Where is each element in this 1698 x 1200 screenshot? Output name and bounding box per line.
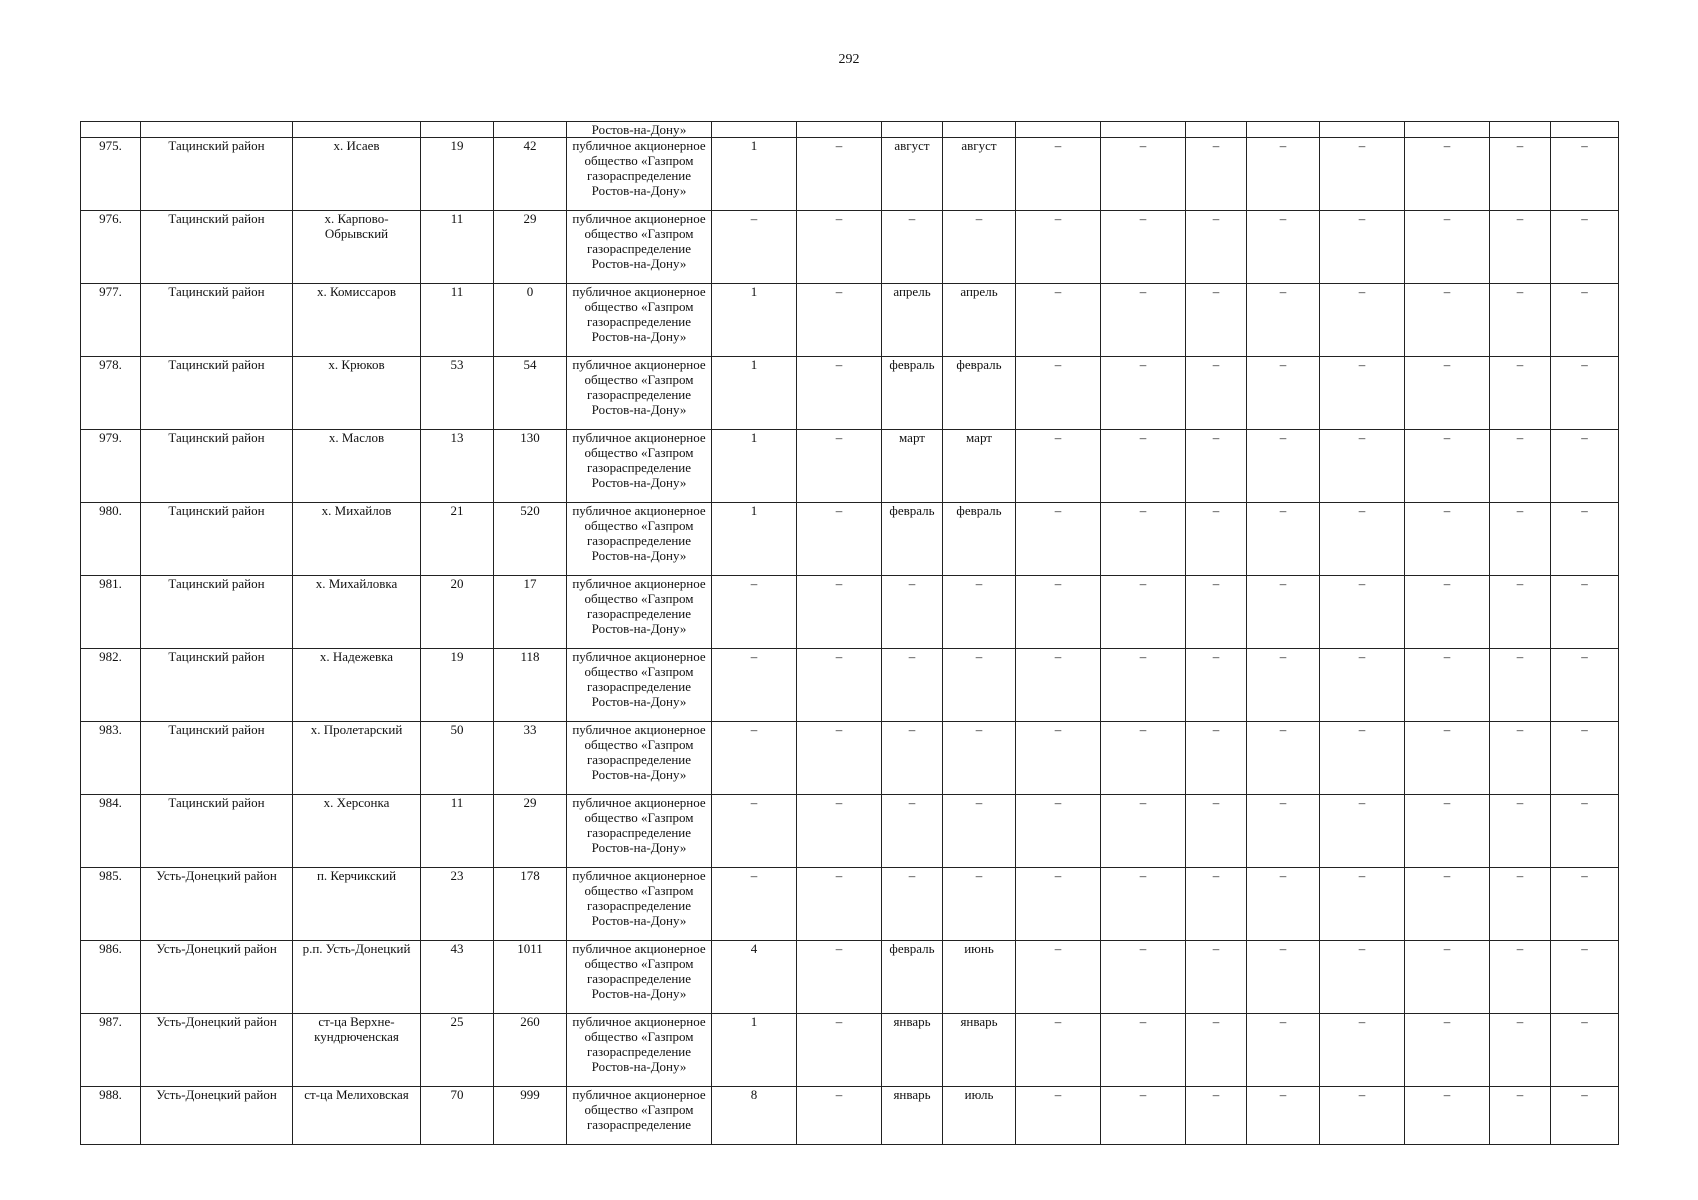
value-cell-15: – <box>1320 576 1405 649</box>
value-cell-17: – <box>1490 1014 1551 1087</box>
value-cell-16: – <box>1405 503 1490 576</box>
row-number: 978. <box>81 357 141 430</box>
value-cell-12: – <box>1101 722 1186 795</box>
value-cell-11: – <box>1016 357 1101 430</box>
value-cell-8: – <box>797 868 882 941</box>
value-cell-12: – <box>1101 576 1186 649</box>
value-cell-18: – <box>1551 138 1619 211</box>
organization-cell: публичное акционерное общество «Газпром газораспределение Ростов-на-Дону» <box>567 649 712 722</box>
count-cell: 4 <box>712 941 797 1014</box>
value-cell-15: – <box>1320 868 1405 941</box>
table-row <box>81 941 1619 1014</box>
end-month-cell: январь <box>943 1014 1016 1087</box>
count-cell: – <box>712 576 797 649</box>
value-cell-8: – <box>797 941 882 1014</box>
value-cell-15: – <box>1320 722 1405 795</box>
value-cell-16: – <box>1405 138 1490 211</box>
register-table <box>80 121 1619 1145</box>
count-cell: 8 <box>712 1087 797 1145</box>
value-cell-4: 53 <box>421 357 494 430</box>
value-cell-4: 21 <box>421 503 494 576</box>
value-cell-4: 43 <box>421 941 494 1014</box>
value-cell-18: – <box>1551 503 1619 576</box>
settlement-cell: х. Крюков <box>293 357 421 430</box>
settlement-cell: х. Пролетарский <box>293 722 421 795</box>
value-cell-15: – <box>1320 941 1405 1014</box>
organization-cell: публичное акционерное общество «Газпром газораспределение Ростов-на-Дону» <box>567 795 712 868</box>
value-cell-18: – <box>1551 211 1619 284</box>
value-cell-18: – <box>1551 868 1619 941</box>
value-cell-8: – <box>797 211 882 284</box>
district-cell: Тацинский район <box>141 430 293 503</box>
settlement-cell: ст-ца Мелиховская <box>293 1087 421 1145</box>
table-row <box>81 284 1619 357</box>
value-cell-16: – <box>1405 211 1490 284</box>
value-cell-16: – <box>1405 1014 1490 1087</box>
organization-cell: публичное акционерное общество «Газпром газораспределение Ростов-на-Дону» <box>567 503 712 576</box>
value-cell-11: – <box>1016 795 1101 868</box>
value-cell-13: – <box>1186 868 1247 941</box>
value-cell-14: – <box>1247 576 1320 649</box>
value-cell-4: 11 <box>421 284 494 357</box>
value-cell-14: – <box>1247 1014 1320 1087</box>
value-cell-18: – <box>1551 284 1619 357</box>
value-cell-13: – <box>1186 503 1247 576</box>
value-cell-11: – <box>1016 722 1101 795</box>
value-cell-17: – <box>1490 795 1551 868</box>
start-month-cell: – <box>882 795 943 868</box>
value-cell-15: – <box>1320 649 1405 722</box>
value-cell-18: – <box>1551 1087 1619 1145</box>
start-month-cell: февраль <box>882 941 943 1014</box>
value-cell-8: – <box>797 1087 882 1145</box>
organization-cell: публичное акционерное общество «Газпром газораспределение Ростов-на-Дону» <box>567 430 712 503</box>
page-number: 292 <box>838 52 860 67</box>
organization-cell: публичное акционерное общество «Газпром газораспределение Ростов-на-Дону» <box>567 1014 712 1087</box>
value-cell-11: – <box>1016 503 1101 576</box>
row-number: 986. <box>81 941 141 1014</box>
value-cell-4: 23 <box>421 868 494 941</box>
count-cell: 1 <box>712 284 797 357</box>
count-cell: – <box>712 649 797 722</box>
end-month-cell: – <box>943 722 1016 795</box>
settlement-cell: ст-ца Верхне-кундрюченская <box>293 1014 421 1087</box>
count-cell: 1 <box>712 430 797 503</box>
start-month-cell: – <box>882 576 943 649</box>
value-cell-8: – <box>797 649 882 722</box>
value-cell-4: 13 <box>421 430 494 503</box>
table-row <box>81 1087 1619 1145</box>
value-cell-13: – <box>1186 722 1247 795</box>
value-cell-11: – <box>1016 1087 1101 1145</box>
value-cell-8: – <box>797 138 882 211</box>
end-month-cell: – <box>943 795 1016 868</box>
settlement-cell: х. Карпово-Обрывский <box>293 211 421 284</box>
value-cell-16: – <box>1405 357 1490 430</box>
value-cell-8: – <box>797 722 882 795</box>
value-cell-18: – <box>1551 722 1619 795</box>
value-cell-16: – <box>1405 430 1490 503</box>
settlement-cell: х. Комиссаров <box>293 284 421 357</box>
settlement-cell: х. Михайлов <box>293 503 421 576</box>
value-cell-17: – <box>1490 941 1551 1014</box>
start-month-cell: – <box>882 868 943 941</box>
organization-cell: публичное акционерное общество «Газпром газораспределение <box>567 1087 712 1145</box>
count-cell: – <box>712 795 797 868</box>
value-cell-16: – <box>1405 284 1490 357</box>
district-cell: Усть-Донецкий район <box>141 941 293 1014</box>
value-cell-11: – <box>1016 284 1101 357</box>
end-month-cell: август <box>943 138 1016 211</box>
value-cell-12: – <box>1101 941 1186 1014</box>
value-cell-4: 19 <box>421 649 494 722</box>
value-cell-4: 50 <box>421 722 494 795</box>
value-cell-13: – <box>1186 357 1247 430</box>
organization-cell: публичное акционерное общество «Газпром газораспределение Ростов-на-Дону» <box>567 868 712 941</box>
end-month-cell: – <box>943 868 1016 941</box>
table-row <box>81 357 1619 430</box>
value-cell-11: – <box>1016 138 1101 211</box>
value-cell-16: – <box>1405 941 1490 1014</box>
settlement-cell: х. Михайловка <box>293 576 421 649</box>
value-cell-4: 19 <box>421 138 494 211</box>
value-cell-17: – <box>1490 722 1551 795</box>
value-cell-5: 17 <box>494 576 567 649</box>
value-cell-12: – <box>1101 795 1186 868</box>
value-cell-15: – <box>1320 138 1405 211</box>
table-row <box>81 649 1619 722</box>
value-cell-17: – <box>1490 868 1551 941</box>
value-cell-5: 29 <box>494 795 567 868</box>
value-cell-5: 33 <box>494 722 567 795</box>
value-cell-13: – <box>1186 211 1247 284</box>
value-cell-13: – <box>1186 284 1247 357</box>
value-cell-11: – <box>1016 576 1101 649</box>
value-cell-14: – <box>1247 430 1320 503</box>
district-cell: Тацинский район <box>141 211 293 284</box>
value-cell-15: – <box>1320 430 1405 503</box>
row-number: 984. <box>81 795 141 868</box>
organization-cell: публичное акционерное общество «Газпром газораспределение Ростов-на-Дону» <box>567 941 712 1014</box>
value-cell-13: – <box>1186 649 1247 722</box>
row-number: 983. <box>81 722 141 795</box>
count-cell: 1 <box>712 503 797 576</box>
table-row <box>81 795 1619 868</box>
value-cell-12: – <box>1101 503 1186 576</box>
value-cell-18: – <box>1551 576 1619 649</box>
district-cell: Тацинский район <box>141 576 293 649</box>
row-number: 982. <box>81 649 141 722</box>
row-number: 976. <box>81 211 141 284</box>
row-number: 988. <box>81 1087 141 1145</box>
table-row <box>81 211 1619 284</box>
value-cell-15: – <box>1320 284 1405 357</box>
value-cell-13: – <box>1186 138 1247 211</box>
start-month-cell: январь <box>882 1014 943 1087</box>
table-row <box>81 430 1619 503</box>
value-cell-12: – <box>1101 211 1186 284</box>
value-cell-14: – <box>1247 503 1320 576</box>
value-cell-14: – <box>1247 138 1320 211</box>
settlement-cell: х. Надежевка <box>293 649 421 722</box>
value-cell-13: – <box>1186 795 1247 868</box>
value-cell-16: – <box>1405 868 1490 941</box>
value-cell-18: – <box>1551 430 1619 503</box>
value-cell-14: – <box>1247 357 1320 430</box>
end-month-cell: – <box>943 576 1016 649</box>
end-month-cell: март <box>943 430 1016 503</box>
value-cell-14: – <box>1247 795 1320 868</box>
value-cell-8: – <box>797 430 882 503</box>
start-month-cell: март <box>882 430 943 503</box>
value-cell-14: – <box>1247 722 1320 795</box>
table-row <box>81 138 1619 211</box>
count-cell: 1 <box>712 1014 797 1087</box>
value-cell-17: – <box>1490 649 1551 722</box>
value-cell-4: 11 <box>421 795 494 868</box>
value-cell-11: – <box>1016 211 1101 284</box>
end-month-cell: – <box>943 211 1016 284</box>
table-row <box>81 1014 1619 1087</box>
value-cell-11: – <box>1016 868 1101 941</box>
value-cell-12: – <box>1101 430 1186 503</box>
value-cell-13: – <box>1186 430 1247 503</box>
end-month-cell: – <box>943 649 1016 722</box>
value-cell-16: – <box>1405 722 1490 795</box>
district-cell: Усть-Донецкий район <box>141 868 293 941</box>
value-cell-5: 42 <box>494 138 567 211</box>
count-cell: – <box>712 722 797 795</box>
value-cell-8: – <box>797 795 882 868</box>
row-number: 977. <box>81 284 141 357</box>
value-cell-18: – <box>1551 1014 1619 1087</box>
value-cell-5: 29 <box>494 211 567 284</box>
value-cell-5: 0 <box>494 284 567 357</box>
value-cell-18: – <box>1551 795 1619 868</box>
settlement-cell: х. Херсонка <box>293 795 421 868</box>
value-cell-18: – <box>1551 941 1619 1014</box>
value-cell-5: 178 <box>494 868 567 941</box>
value-cell-16: – <box>1405 795 1490 868</box>
value-cell-4: 25 <box>421 1014 494 1087</box>
district-cell: Тацинский район <box>141 795 293 868</box>
value-cell-12: – <box>1101 284 1186 357</box>
organization-cell: публичное акционерное общество «Газпром газораспределение Ростов-на-Дону» <box>567 722 712 795</box>
value-cell-13: – <box>1186 1087 1247 1145</box>
value-cell-8: – <box>797 357 882 430</box>
district-cell: Усть-Донецкий район <box>141 1014 293 1087</box>
value-cell-4: 20 <box>421 576 494 649</box>
value-cell-11: – <box>1016 941 1101 1014</box>
value-cell-15: – <box>1320 357 1405 430</box>
table-row <box>81 722 1619 795</box>
value-cell-14: – <box>1247 284 1320 357</box>
organization-cell: публичное акционерное общество «Газпром газораспределение Ростов-на-Дону» <box>567 211 712 284</box>
start-month-cell: – <box>882 211 943 284</box>
value-cell-12: – <box>1101 1014 1186 1087</box>
value-cell-5: 1011 <box>494 941 567 1014</box>
table-row <box>81 576 1619 649</box>
value-cell-5: 999 <box>494 1087 567 1145</box>
end-month-cell: февраль <box>943 357 1016 430</box>
start-month-cell: – <box>882 649 943 722</box>
value-cell-17: – <box>1490 503 1551 576</box>
district-cell: Тацинский район <box>141 503 293 576</box>
organization-cell: публичное акционерное общество «Газпром газораспределение Ростов-на-Дону» <box>567 284 712 357</box>
settlement-cell: р.п. Усть-Донецкий <box>293 941 421 1014</box>
value-cell-14: – <box>1247 868 1320 941</box>
district-cell: Тацинский район <box>141 138 293 211</box>
value-cell-13: – <box>1186 1014 1247 1087</box>
value-cell-12: – <box>1101 1087 1186 1145</box>
value-cell-4: 70 <box>421 1087 494 1145</box>
value-cell-17: – <box>1490 357 1551 430</box>
value-cell-5: 520 <box>494 503 567 576</box>
value-cell-14: – <box>1247 211 1320 284</box>
value-cell-18: – <box>1551 357 1619 430</box>
count-cell: – <box>712 211 797 284</box>
value-cell-17: – <box>1490 1087 1551 1145</box>
row-number: 979. <box>81 430 141 503</box>
organization-cell: публичное акционерное общество «Газпром газораспределение Ростов-на-Дону» <box>567 576 712 649</box>
value-cell-14: – <box>1247 941 1320 1014</box>
table-row <box>81 868 1619 941</box>
row-number: 980. <box>81 503 141 576</box>
value-cell-5: 260 <box>494 1014 567 1087</box>
value-cell-12: – <box>1101 868 1186 941</box>
value-cell-17: – <box>1490 211 1551 284</box>
end-month-cell: апрель <box>943 284 1016 357</box>
value-cell-17: – <box>1490 430 1551 503</box>
count-cell: 1 <box>712 138 797 211</box>
value-cell-8: – <box>797 1014 882 1087</box>
row-number: 981. <box>81 576 141 649</box>
value-cell-15: – <box>1320 211 1405 284</box>
value-cell-17: – <box>1490 138 1551 211</box>
value-cell-5: 54 <box>494 357 567 430</box>
count-cell: – <box>712 868 797 941</box>
start-month-cell: – <box>882 722 943 795</box>
continuation-row <box>81 122 1619 138</box>
count-cell: 1 <box>712 357 797 430</box>
value-cell-11: – <box>1016 649 1101 722</box>
organization-cell: публичное акционерное общество «Газпром газораспределение Ростов-на-Дону» <box>567 138 712 211</box>
value-cell-15: – <box>1320 1087 1405 1145</box>
table-row <box>81 503 1619 576</box>
settlement-cell: х. Исаев <box>293 138 421 211</box>
value-cell-12: – <box>1101 357 1186 430</box>
organization-cell: публичное акционерное общество «Газпром газораспределение Ростов-на-Дону» <box>567 357 712 430</box>
start-month-cell: февраль <box>882 357 943 430</box>
end-month-cell: февраль <box>943 503 1016 576</box>
row-number: 985. <box>81 868 141 941</box>
value-cell-17: – <box>1490 284 1551 357</box>
start-month-cell: август <box>882 138 943 211</box>
value-cell-12: – <box>1101 138 1186 211</box>
district-cell: Тацинский район <box>141 722 293 795</box>
value-cell-5: 130 <box>494 430 567 503</box>
value-cell-13: – <box>1186 941 1247 1014</box>
settlement-cell: х. Маслов <box>293 430 421 503</box>
start-month-cell: апрель <box>882 284 943 357</box>
value-cell-16: – <box>1405 576 1490 649</box>
value-cell-8: – <box>797 576 882 649</box>
value-cell-14: – <box>1247 1087 1320 1145</box>
start-month-cell: январь <box>882 1087 943 1145</box>
start-month-cell: февраль <box>882 503 943 576</box>
value-cell-12: – <box>1101 649 1186 722</box>
value-cell-11: – <box>1016 430 1101 503</box>
settlement-cell: п. Керчикский <box>293 868 421 941</box>
end-month-cell: июнь <box>943 941 1016 1014</box>
district-cell: Тацинский район <box>141 649 293 722</box>
value-cell-18: – <box>1551 649 1619 722</box>
value-cell-13: – <box>1186 576 1247 649</box>
end-month-cell: июль <box>943 1087 1016 1145</box>
value-cell-15: – <box>1320 1014 1405 1087</box>
value-cell-8: – <box>797 503 882 576</box>
row-number: 975. <box>81 138 141 211</box>
value-cell-5: 118 <box>494 649 567 722</box>
continuation-org-cell: Ростов-на-Дону» <box>567 122 712 138</box>
value-cell-15: – <box>1320 503 1405 576</box>
row-number: 987. <box>81 1014 141 1087</box>
value-cell-4: 11 <box>421 211 494 284</box>
value-cell-11: – <box>1016 1014 1101 1087</box>
value-cell-14: – <box>1247 649 1320 722</box>
value-cell-17: – <box>1490 576 1551 649</box>
value-cell-16: – <box>1405 649 1490 722</box>
value-cell-15: – <box>1320 795 1405 868</box>
value-cell-16: – <box>1405 1087 1490 1145</box>
district-cell: Тацинский район <box>141 357 293 430</box>
district-cell: Усть-Донецкий район <box>141 1087 293 1145</box>
value-cell-8: – <box>797 284 882 357</box>
district-cell: Тацинский район <box>141 284 293 357</box>
